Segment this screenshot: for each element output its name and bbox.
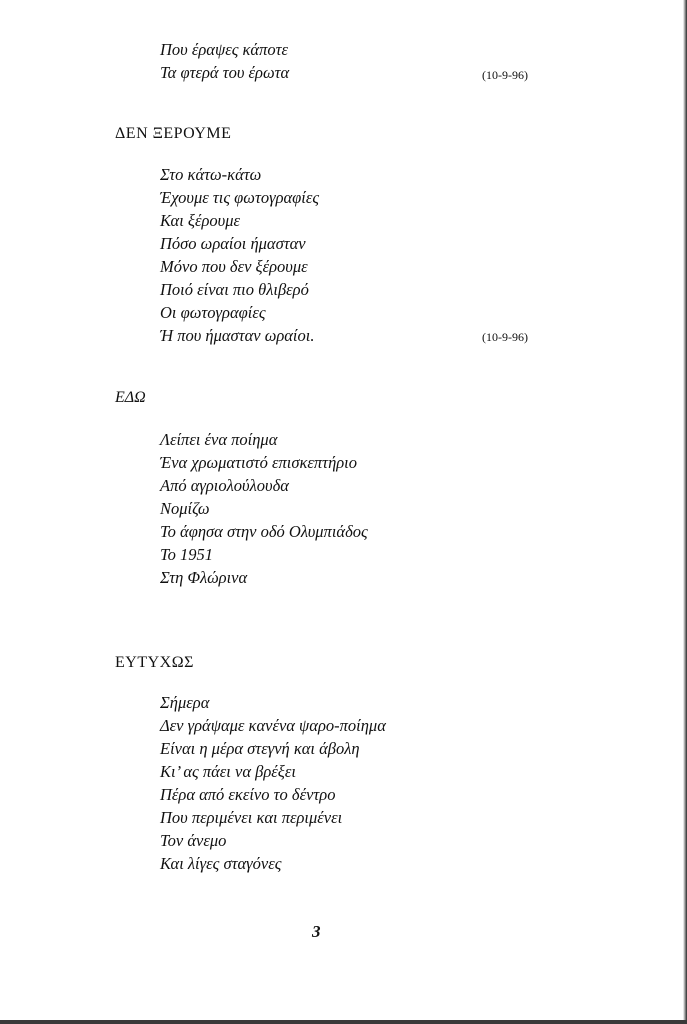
verse-line: Νομίζω	[160, 499, 210, 518]
verse-line: Σήμερα	[160, 693, 210, 712]
verse-line: Έχουμε τις φωτογραφίες	[160, 188, 320, 207]
verse-line: Πέρα από εκείνο το δέντρο	[160, 785, 336, 804]
verse-line: Μόνο που δεν ξέρουμε	[160, 257, 308, 276]
verse-line: Κι’ ας πάει να βρέξει	[160, 762, 296, 781]
verse-line: Είναι η μέρα στεγνή και άβολη	[160, 739, 360, 758]
verse-line: Που έραψες κάποτε	[160, 40, 289, 59]
poem-title: ΕΥΤΥΧΩΣ	[115, 654, 194, 671]
verse-line: Στη Φλώρινα	[160, 568, 248, 587]
poem-date: (10-9-96)	[482, 330, 528, 344]
poem-date: (10-9-96)	[482, 68, 528, 82]
verse-line: Και ξέρουμε	[160, 211, 240, 230]
verse-line: Ένα χρωματιστό επισκεπτήριο	[160, 453, 358, 472]
verse-line: Από αγριολούλουδα	[160, 476, 289, 495]
verse-line: Και λίγες σταγόνες	[160, 854, 282, 873]
verse-line: Που περιμένει και περιμένει	[160, 808, 343, 827]
verse-line: Το άφησα στην οδό Ολυμπιάδος	[160, 522, 368, 541]
verse-line: Το 1951	[160, 545, 214, 564]
verse-line: Πόσο ωραίοι ήμασταν	[160, 234, 306, 253]
verse-line: Ή που ήμασταν ωραίοι.	[160, 326, 315, 345]
verse-line: Ποιό είναι πιο θλιβερό	[160, 280, 309, 299]
poem-title: ΕΔΩ	[115, 389, 146, 406]
page-number: 3	[312, 922, 321, 941]
verse-line: Οι φωτογραφίες	[160, 303, 266, 322]
verse-line: Τα φτερά του έρωτα	[160, 63, 290, 82]
verse-line: Στο κάτω-κάτω	[160, 165, 262, 184]
verse-line: Λείπει ένα ποίημα	[160, 430, 278, 449]
verse-line: Δεν γράψαμε κανένα ψαρο-ποίημα	[160, 716, 386, 735]
verse-line: Τον άνεμο	[160, 831, 227, 850]
page-edge-bottom	[0, 1020, 687, 1024]
poem-title: ΔΕΝ ΞΕΡΟΥΜΕ	[115, 125, 232, 142]
page-edge-right	[683, 0, 687, 1024]
